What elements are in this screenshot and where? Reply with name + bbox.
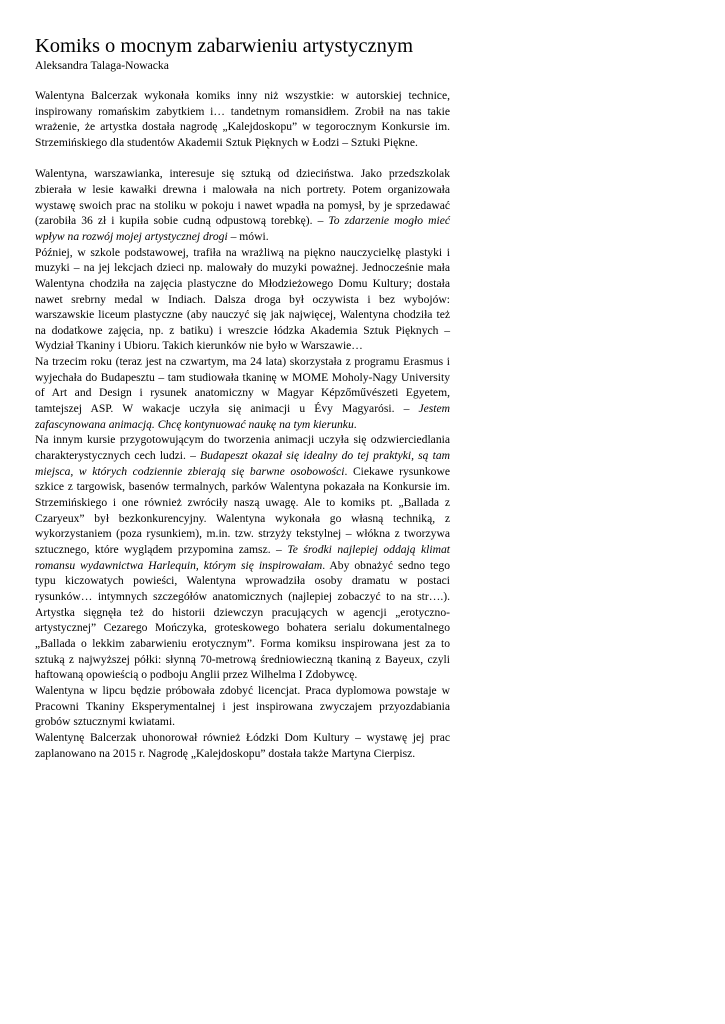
paragraph-text: Walentyna w lipcu będzie próbowała zdobyć licencjat. Praca dyplomowa powstaje w Pracowni Tkaniny Eksperymentalnej i jest inspirowana zwyczajem przyozdabiania grobów sztucznymi kwiatami. [35, 683, 450, 729]
quote-text: Budapeszt okazał się idealny do tej praktyki, są tam miejsca, w których codziennie zbierają się barwne osobowości [35, 449, 450, 478]
paragraph-text: – mówi. [227, 229, 269, 243]
article-paragraph [35, 88, 450, 151]
article-paragraph [35, 166, 450, 244]
quote-text: Jestem zafascynowana animacją. Chcę kontynuować naukę na tym kierunku [35, 402, 450, 431]
paragraph-text: . Aby obnażyć sedno tego typu kiczowatych powieści, Walentyna wprowadziła osoby dramatu w postaci rysunków… intymnych szczegółów anatomicznych (najlepiej zobaczyć to na str….). Artystka sięgnęła też do historii dziewczyn pracujących w agencji „erotyczno-artystycznej” Cezarego Mończyka, groteskowego bohatera serialu dokumentalnego „Ballada o lekkim zabarwieniu erotycznym”. Forma komiksu inspirowana jest za to sztuką z najwyższej półki: słynną 70-metrową średniowieczną tkaniną z Bayeux, czyli haftowaną opowieścią o podboju Anglii przez Wilhelma I Zdobywcę. [35, 558, 450, 682]
article-paragraph [35, 432, 450, 683]
paragraph-text: Na innym kursie przygotowującym do tworzenia animacji uczyła się odzwierciedlania charakterystycznych cech ludzi. – [35, 433, 450, 463]
paragraph-text: Później, w szkole podstawowej, trafiła na wrażliwą na piękno nauczycielkę plastyki i muzyki – na jej lekcjach dzieci np. malowały do muzyki poważnej. Jednocześnie mała Walentyna chodziła na zajęcia plastyczne do Młodzieżowego Domu Kultury; dostała nawet srebrny medal w Indiach. Dalsza droga był oczywista i bez wybojów: warszawskie liceum plastyczne (aby nauczyć się jak najwięcej, Walentyna chodziła też na dodatkowe zajęcia, np. z batiku) i wreszcie łódzka Akademia Sztuk Pięknych – Wydział Tkaniny i Ubioru. Takich kierunków nie było w Warszawie… [35, 245, 450, 353]
paragraph-text: . Ciekawe rysunkowe szkice z targowisk, basenów termalnych, parków Walentyna pokazała na Konkursie im. Strzemińskiego i one również zwróciły naszą uwagę. Ale to komiks pt. „Ballada z Czaryeux” był bezkonkurencyjny. Walentyna wykonała go własną techniką, z wykorzystaniem (poza rysunkiem), m.in. tzw. strzyży tekstylnej – włókna z tworzywa sztucznego, które wyglądem przypomina zamsz. – [35, 464, 450, 557]
article-paragraph [35, 730, 450, 761]
quote-text: Te środki najlepiej oddają klimat romansu wydawnictwa Harlequin, którym się inspirowałam [35, 543, 450, 572]
paragraph-text: Na trzecim roku (teraz jest na czwartym, ma 24 lata) skorzystała z programu Erasmus i wyjechała do Budapesztu – tam studiowała tkaninę w MOME Moholy-Nagy University of Art and Design i rysunek anatomiczny w Magyar Képzőművészeti Egyetem, tamtejszej ASP. W wakacje uczyła się animacji u Évy Magyarósi. – [35, 355, 450, 416]
article-author: Aleksandra Talaga-Nowacka [35, 59, 169, 72]
paragraph-text: Walentynę Balcerzak uhonorował również Łódzki Dom Kultury – wystawę jej prac zaplanowano na 2015 r. Nagrodę „Kalejdoskopu” dostała także Martyna Cierpisz. [35, 730, 450, 760]
article-paragraph [35, 245, 450, 355]
quote-text: To zdarzenie mogło mieć wpływ na rozwój mojej artystycznej drogi [35, 214, 450, 243]
article-paragraph [35, 354, 450, 432]
paragraph-text: Walentyna Balcerzak wykonała komiks inny niż wszystkie: w autorskiej technice, inspirowany romańskim zabytkiem i… tandetnym romansidłem. Zrobił na nas takie wrażenie, że artystka dostała nagrodę „Kalejdoskopu” w tegorocznym Konkursie im. Strzemińskiego dla studentów Akademii Sztuk Pięknych w Łodzi – Sztuki Piękne. [35, 89, 450, 149]
article-body [35, 88, 450, 761]
document-page [35, 34, 450, 761]
article-title: Komiks o mocnym zabarwieniu artystycznym [35, 35, 414, 57]
article-paragraph [35, 683, 450, 730]
paragraph-text: . [353, 417, 357, 431]
paragraph-spacer [35, 151, 450, 167]
paragraph-text: Walentyna, warszawianka, interesuje się sztuką od dzieciństwa. Jako przedszkolak zbierała w lesie kawałki drewna i malowała na nich portrety. Potem organizowała wystawę swoich prac na stoliku w pokoju i nawet wpadła na pomysł, by je sprzedawać (zarobiła 36 zł i kupiła sobie cudną odpustową torebkę). – [35, 167, 450, 228]
